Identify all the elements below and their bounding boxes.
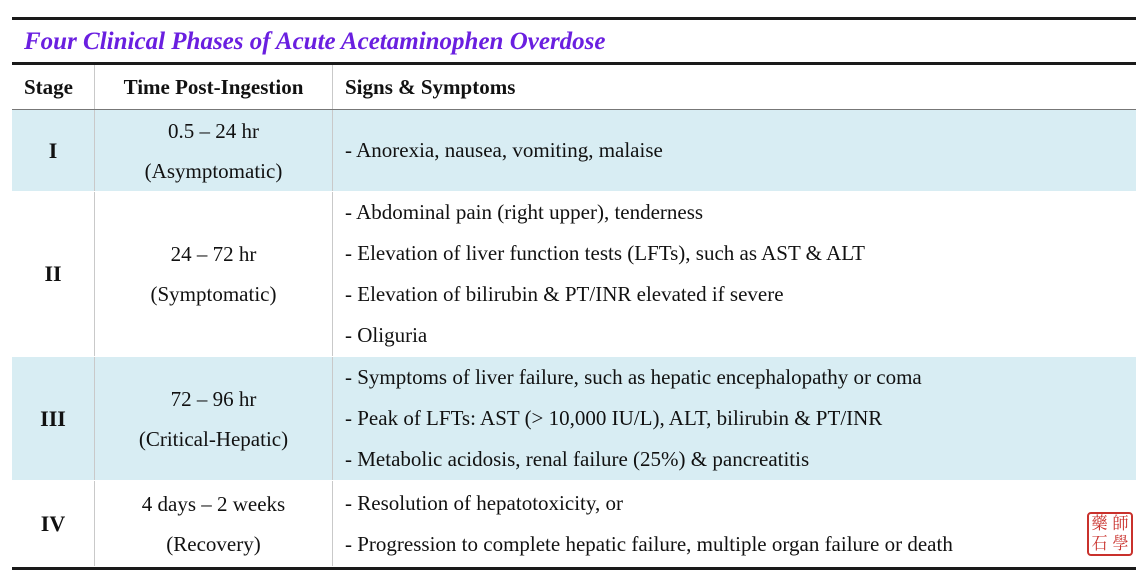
- stamp-char: 石: [1091, 533, 1108, 554]
- header-row: [12, 65, 1136, 110]
- bottom-rule: [12, 567, 1136, 570]
- time-range: 4 days – 2 weeks: [141, 491, 286, 516]
- stage-cell: IV: [12, 481, 95, 567]
- sign-item: - Elevation of liver function tests (LFTs), such as AST & ALT: [345, 241, 865, 265]
- sign-item: - Anorexia, nausea, vomiting, malaise: [345, 138, 663, 162]
- time-cell: [95, 110, 333, 192]
- table-row: [12, 357, 1136, 481]
- signs-cell: [333, 481, 1137, 567]
- sign-item: - Elevation of bilirubin & PT/INR elevated if severe: [345, 282, 784, 306]
- signs-cell: [333, 357, 1137, 481]
- phase-name: (Asymptomatic): [144, 158, 283, 183]
- table-row: [12, 110, 1136, 192]
- signs-cell: [333, 110, 1137, 192]
- stage-cell: I: [12, 110, 95, 192]
- sign-item: - Progression to complete hepatic failure, multiple organ failure or death: [345, 531, 953, 556]
- header-time: Time Post-Ingestion: [95, 65, 333, 110]
- time-range: 24 – 72 hr: [170, 242, 257, 266]
- sign-item: - Resolution of hepatotoxicity, or: [345, 490, 624, 515]
- seal-stamp: [1087, 512, 1133, 556]
- sign-item: - Symptoms of liver failure, such as hepatic encephalopathy or coma: [345, 365, 922, 389]
- phase-name: (Critical-Hepatic): [138, 426, 289, 451]
- time-cell: [95, 481, 333, 567]
- stamp-char: 學: [1112, 533, 1129, 554]
- stamp-char: 師: [1112, 513, 1129, 534]
- sign-item: - Metabolic acidosis, renal failure (25%) & pancreatitis: [345, 447, 810, 471]
- table-frame: [12, 17, 1136, 570]
- time-cell: [95, 192, 333, 357]
- time-range: 72 – 96 hr: [170, 386, 257, 411]
- stamp-char: 藥: [1091, 513, 1108, 534]
- sign-item: - Oliguria: [345, 323, 428, 347]
- header-stage: Stage: [12, 65, 95, 110]
- sign-item: - Abdominal pain (right upper), tenderness: [345, 200, 704, 224]
- signs-cell: [333, 192, 1137, 357]
- phases-table: [12, 65, 1136, 567]
- table-row: [12, 192, 1136, 357]
- stage-cell: III: [12, 357, 95, 481]
- header-signs: Signs & Symptoms: [333, 65, 1137, 110]
- time-range: 0.5 – 24 hr: [168, 118, 259, 143]
- sign-item: - Peak of LFTs: AST (> 10,000 IU/L), ALT, bilirubin & PT/INR: [345, 406, 883, 430]
- phase-name: (Recovery): [166, 531, 261, 556]
- stage-cell: II: [12, 192, 95, 357]
- phase-name: (Symptomatic): [150, 282, 277, 306]
- table-row: [12, 481, 1136, 567]
- table-title: Four Clinical Phases of Acute Acetaminophen Overdose: [24, 28, 606, 55]
- time-cell: [95, 357, 333, 481]
